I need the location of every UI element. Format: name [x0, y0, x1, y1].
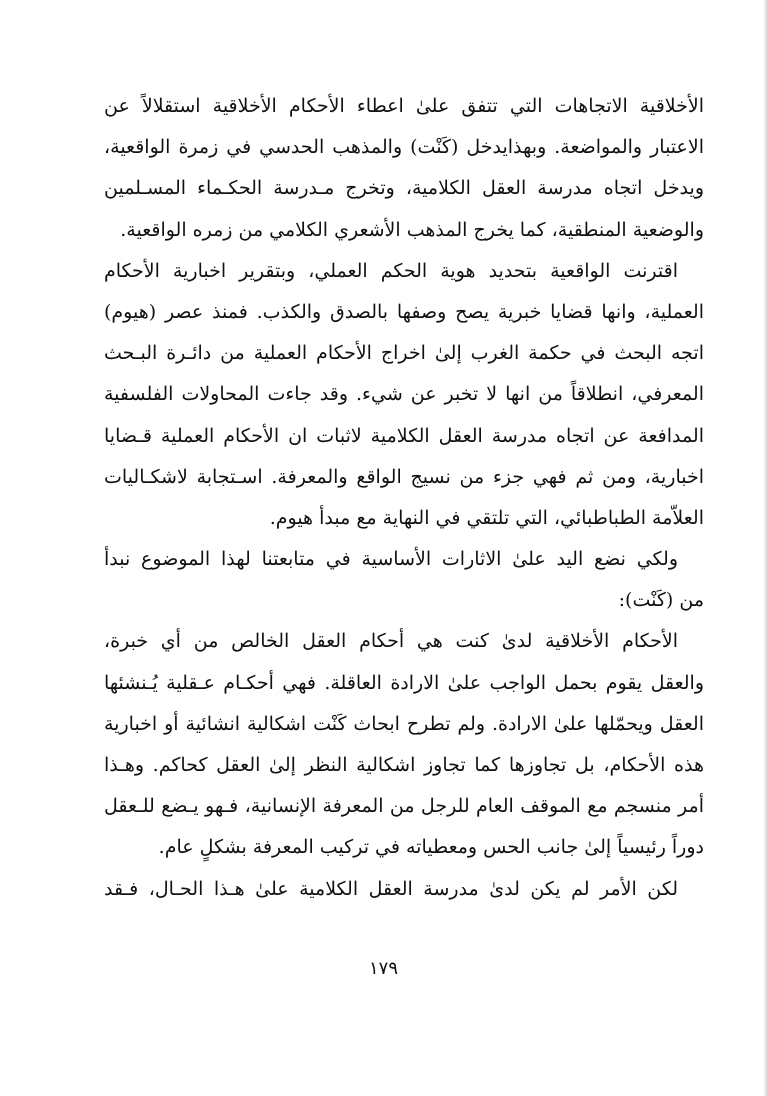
- page-number: ١٧٩: [368, 958, 398, 979]
- text-line: هذه الأحكام، بل تجاوزها كما تجاوز اشكالية النظر إلىٰ العقل كحاكم. وهـذا: [104, 754, 704, 776]
- paragraph-start-line: الأحكام الأخلاقية لدىٰ كنت هي أحكام العقل الخالص من أي خبرة،: [104, 630, 678, 653]
- text-line: من (كَنْت):: [618, 589, 704, 612]
- text-line: المدافعة عن اتجاه مدرسة العقل الكلامية لاثبات ان الأحكام العملية قـضايا: [104, 424, 704, 447]
- body-text: [104, 86, 704, 910]
- text-line: المعرفي، انطلاقاً من انها لا تخبر عن شيء. وقد جاءت المحاولات الفلسفية: [104, 383, 704, 406]
- text-line: والوضعية المنطقية، كما يخرج المذهب الأشعري الكلامي من زمره الواقعية.: [120, 218, 704, 241]
- paragraph-start-line: لكن الأمر لم يكن لدىٰ مدرسة العقل الكلامية علىٰ هـذا الحـال، فـقد: [104, 877, 678, 900]
- text-line: العلاّمة الطباطبائي، التي تلتقي في النهاية مع مبدأ هيوم.: [269, 506, 704, 529]
- paragraph-start-line: ولكي نضع اليد علىٰ الاثارات الأساسية في متابعتنا لهذا الموضوع نبدأ: [104, 548, 678, 571]
- text-line: أمر منسجم مع الموقف العام للرجل من المعرفة الإنسانية، فـهو يـضع للـعقل: [104, 795, 704, 818]
- text-line: والعقل يقوم بحمل الواجب علىٰ الارادة العاقلة. فهي أحكـام عـقلية يُـنشئها: [104, 671, 704, 694]
- text-line: ويدخل اتجاه مدرسة العقل الكلامية، وتخرج مـدرسة الحكـماء المسـلمين: [104, 177, 704, 200]
- text-line: العقل ويحمّلها علىٰ الارادة. ولم تطرح ابحاث كَنْت اشكالية انشائية أو اخبارية: [104, 712, 704, 735]
- text-line: العملية، وانها قضايا خبرية يصح وصفها بالصدق والكذب. فمنذ عصر (هيوم): [104, 300, 704, 323]
- text-line: اتجه البحث في حكمة الغرب إلىٰ اخراج الأحكام العملية من دائـرة البـحث: [104, 342, 704, 365]
- text-line: اخبارية، ومن ثم فهي جزء من نسيج الواقع والمعرفة. اسـتجابة لاشكـاليات: [104, 465, 704, 488]
- text-line: الأخلاقية الاتجاهات التي تتفق علىٰ اعطاء الأحكام الأخلاقية استقلالاً عن: [104, 95, 704, 117]
- text-line: دوراً رئيسياً إلىٰ جانب الحس ومعطياته في تركيب المعرفة بشكلٍ عام.: [158, 836, 704, 859]
- text-line: الاعتبار والمواضعة. وبهذايدخل (كَنْت) والمذهب الحدسي في زمرة الواقعية،: [104, 136, 704, 159]
- paragraph-start-line: اقترنت الواقعية بتحديد هوية الحكم العملي، وبتقرير اخبارية الأحكام: [104, 259, 678, 282]
- page-edge-shadow: [763, 0, 767, 1096]
